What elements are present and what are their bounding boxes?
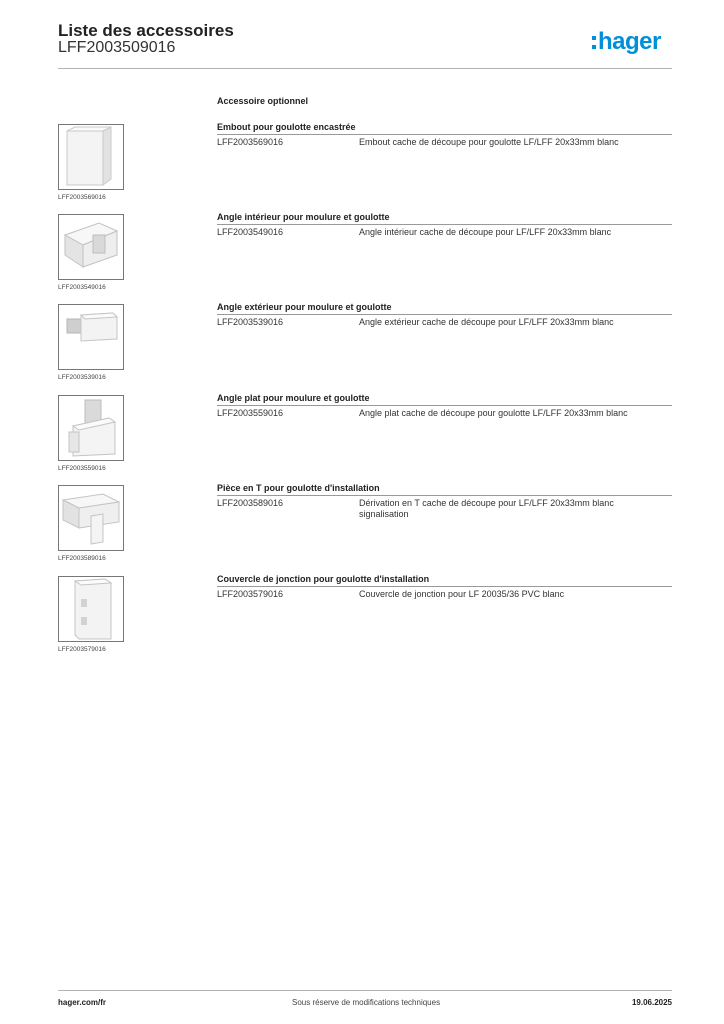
item-description: Angle intérieur cache de découpe pour LF/LFF 20x33mm blanc: [359, 227, 612, 237]
thumbnail-caption: LFF2003559016: [58, 465, 106, 472]
item-description: Angle extérieur cache de découpe pour LF/LFF 20x33mm blanc: [359, 317, 614, 327]
inner-angle-icon: [58, 214, 124, 280]
accessory-group: [0, 212, 724, 300]
group-title: Angle extérieur pour moulure et goulotte: [217, 302, 392, 312]
footer-website: hager.com/fr: [58, 998, 107, 1007]
hager-logo: [592, 26, 661, 58]
group-divider: [217, 224, 672, 225]
accessory-group: [0, 393, 724, 481]
thumbnail-caption: LFF2003569016: [58, 194, 106, 201]
accessory-group: [0, 122, 724, 210]
outer-angle-icon: [58, 304, 124, 370]
item-description: Dérivation en T cache de découpe pour LF/LFF 20x33mm blanc signalisation: [359, 498, 614, 519]
accessory-group: [0, 302, 724, 390]
group-divider: [217, 314, 672, 315]
group-title: Embout pour goulotte encastrée: [217, 122, 356, 132]
thumbnail-caption: LFF2003579016: [58, 646, 106, 653]
group-divider: [217, 586, 672, 587]
accessory-group: [0, 483, 724, 571]
group-divider: [217, 405, 672, 406]
group-title: Couvercle de jonction pour goulotte d'installation: [217, 574, 430, 584]
joint-cover-icon: [58, 576, 124, 642]
item-description: Couvercle de jonction pour LF 20035/36 PVC blanc: [359, 589, 565, 599]
flat-angle-icon: [58, 395, 124, 461]
item-description: Embout cache de découpe pour goulotte LF/LFF 20x33mm blanc: [359, 137, 619, 147]
product-reference: LFF2003509016: [58, 39, 176, 56]
logo-dots-icon: [592, 36, 596, 49]
item-description: Angle plat cache de découpe pour goulotte LF/LFF 20x33mm blanc: [359, 408, 628, 418]
logo-wordmark: hager: [598, 28, 661, 55]
item-reference: LFF2003579016: [217, 589, 284, 599]
group-title: Angle plat pour moulure et goulotte: [217, 393, 370, 403]
header-divider: [58, 68, 672, 69]
item-reference: LFF2003539016: [217, 317, 284, 327]
item-reference: LFF2003569016: [217, 137, 284, 147]
footer-divider: [58, 990, 672, 991]
thumbnail-caption: LFF2003539016: [58, 374, 106, 381]
t-piece-icon: [58, 485, 124, 551]
item-reference: LFF2003549016: [217, 227, 284, 237]
end-cap-icon: [58, 124, 124, 190]
section-title: Accessoire optionnel: [217, 96, 309, 106]
footer-disclaimer: Sous réserve de modifications techniques: [292, 998, 441, 1007]
accessory-group: [0, 574, 724, 662]
thumbnail-caption: LFF2003549016: [58, 284, 106, 291]
group-divider: [217, 495, 672, 496]
group-divider: [217, 134, 672, 135]
item-reference: LFF2003559016: [217, 408, 284, 418]
group-title: Pièce en T pour goulotte d'installation: [217, 483, 380, 493]
item-reference: LFF2003589016: [217, 498, 284, 508]
footer-date: 19.06.2025: [631, 998, 672, 1007]
thumbnail-caption: LFF2003589016: [58, 555, 106, 562]
page-title: Liste des accessoires: [58, 21, 234, 40]
group-title: Angle intérieur pour moulure et goulotte: [217, 212, 390, 222]
